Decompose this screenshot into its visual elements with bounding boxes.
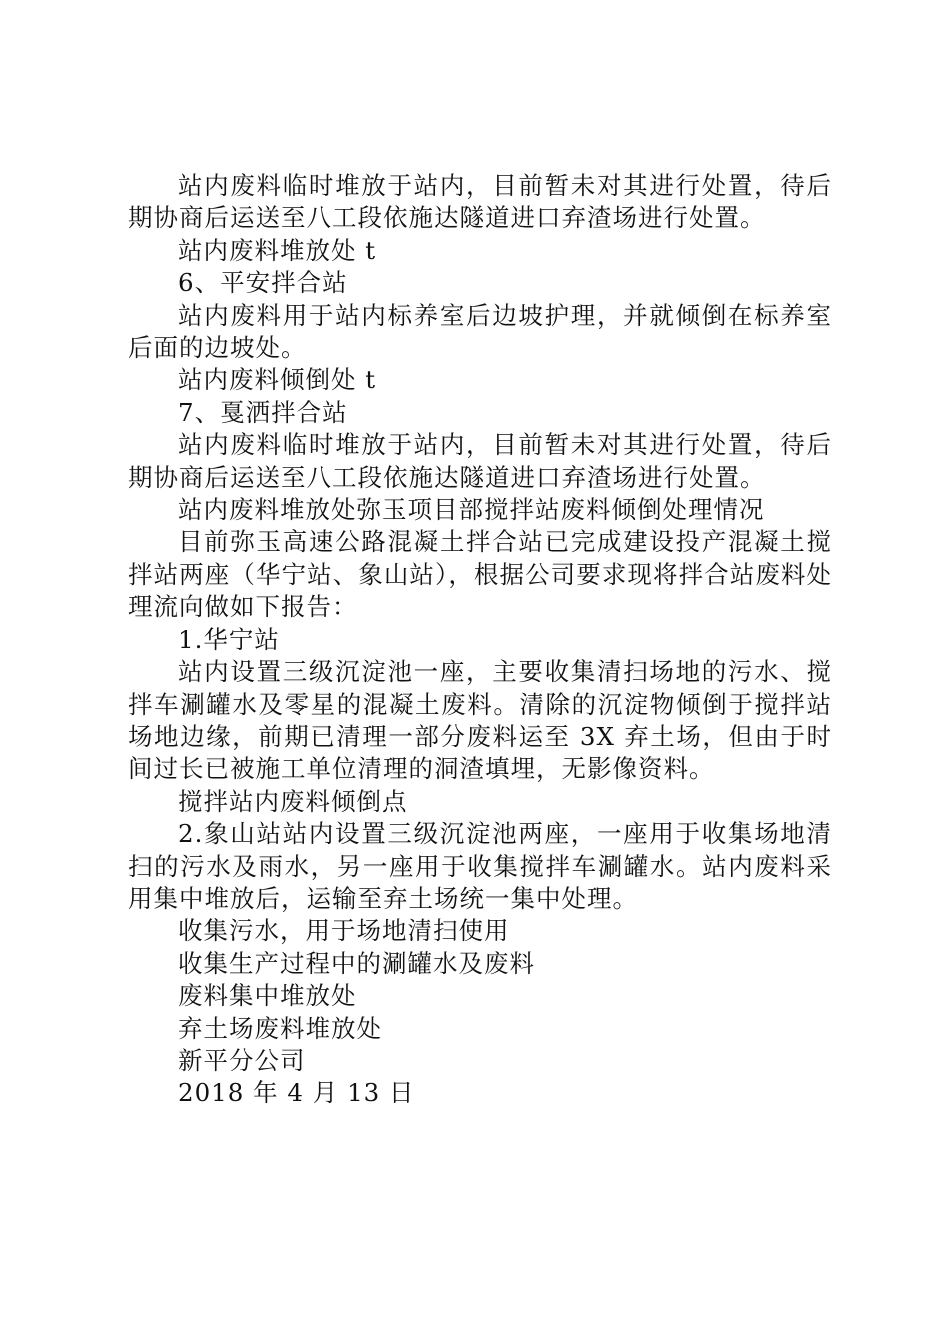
- paragraph-1: 站内废料临时堆放于站内，目前暂未对其进行处置，待后期协商后运送至八工段依施达隧道进口弃渣场进行处置。: [128, 171, 832, 233]
- paragraph-14: 弃土场废料堆放处: [178, 1013, 382, 1043]
- paragraph-4: 站内废料倾倒处 t: [178, 365, 377, 395]
- paragraph-13: 废料集中堆放处: [178, 981, 357, 1011]
- paragraph-11: 收集污水，用于场地清扫使用: [178, 916, 510, 946]
- section-heading-huaning: 1.华宁站: [178, 624, 280, 654]
- paragraph-12: 收集生产过程中的涮罐水及废料: [178, 948, 535, 978]
- section-heading-6: 6、平安拌合站: [178, 268, 348, 298]
- paragraph-2: 站内废料堆放处 t: [178, 235, 377, 265]
- paragraph-9: 搅拌站内废料倾倒点: [178, 786, 408, 816]
- paragraph-6: 站内废料堆放处弥玉项目部搅拌站废料倾倒处理情况: [178, 495, 765, 525]
- paragraph-8: 站内设置三级沉淀池一座，主要收集清扫场地的污水、搅拌车涮罐水及零星的混凝土废料。清除的沉淀物倾倒于搅拌站场地边缘，前期已清理一部分废料运至 3X 弃土场，但由于时间过长已被施工单位清理的洞渣填埋，无影像资料。: [128, 657, 832, 784]
- paragraph-3: 站内废料用于站内标养室后边坡护理，并就倾倒在标养室后面的边坡处。: [128, 300, 832, 363]
- document-body: [128, 170, 832, 1110]
- paragraph-10: 2.象山站站内设置三级沉淀池两座，一座用于收集场地清扫的污水及雨水，另一座用于收集搅拌车涮罐水。站内废料采用集中堆放后，运输至弃土场统一集中处理。: [128, 819, 832, 913]
- signature-date: 2018 年 4 月 13 日: [178, 1078, 415, 1108]
- paragraph-7: 目前弥玉高速公路混凝土拌合站已完成建设投产混凝土搅拌站两座（华宁站、象山站），根据公司要求现将拌合站废料处理流向做如下报告：: [128, 527, 832, 622]
- section-heading-7: 7、戛洒拌合站: [178, 397, 348, 427]
- paragraph-5: 站内废料临时堆放于站内，目前暂未对其进行处置，待后期协商后运送至八工段依施达隧道进口弃渣场进行处置。: [128, 430, 832, 492]
- signature-company: 新平分公司: [178, 1045, 306, 1075]
